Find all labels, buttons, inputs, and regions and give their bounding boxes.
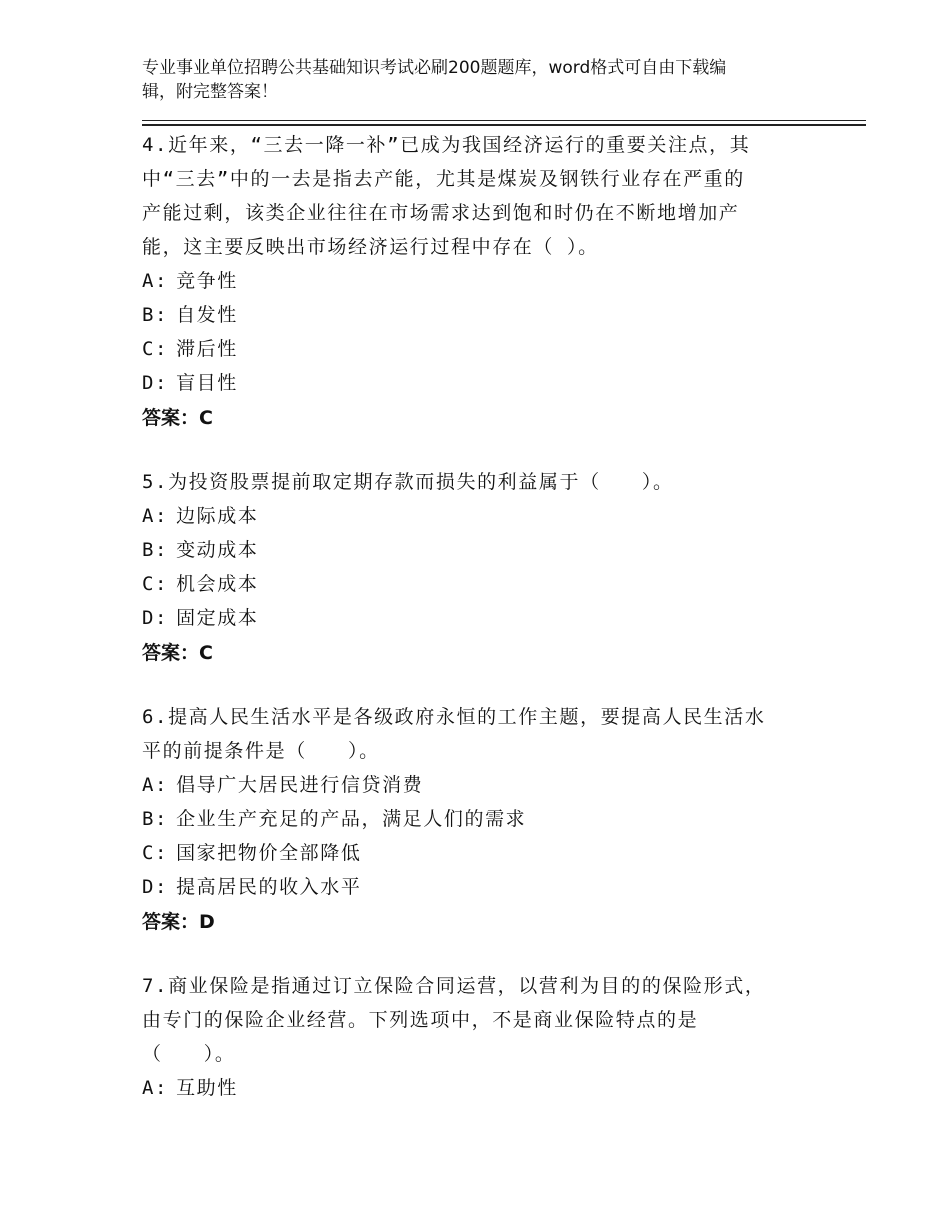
option-text: 自发性 [176,304,238,326]
option-text: 竞争性 [176,270,238,292]
question-stem-line: （ ）。 [142,1043,236,1065]
question-4 [142,128,802,436]
option-c [142,332,802,366]
option-d [142,870,802,904]
question-stem-line: 平的前提条件是（ ）。 [142,740,380,762]
option-key: B: [142,808,169,830]
option-d [142,601,802,635]
question-stem-line: 7.商业保险是指通过订立保险合同运营，以营利为目的的保险形式， [142,975,766,997]
header-rule-thin [142,120,866,121]
answer-line: 答案：C [142,407,213,429]
option-b [142,298,802,332]
option-c [142,836,802,870]
option-text: 企业生产充足的产品，满足人们的需求 [176,808,527,830]
option-key: C: [142,573,169,595]
option-key: A: [142,1077,169,1099]
option-text: 变动成本 [176,539,259,561]
option-key: C: [142,338,169,360]
option-text: 边际成本 [176,505,259,527]
option-text: 滞后性 [176,338,238,360]
option-text: 机会成本 [176,573,259,595]
question-stem-line: 产能过剩，该类企业往往在市场需求达到饱和时仍在不断地增加产 [142,202,740,224]
option-key: A: [142,505,169,527]
question-stem-line: 能，这主要反映出市场经济运行过程中存在（ ）。 [142,236,599,258]
option-a [142,1071,802,1105]
option-key: A: [142,270,169,292]
option-a [142,264,802,298]
option-text: 互助性 [176,1077,238,1099]
option-text: 国家把物价全部降低 [176,842,362,864]
option-d [142,366,802,400]
question-stem-line: 4.近年来，“三去一降一补”已成为我国经济运行的重要关注点，其 [142,134,751,156]
option-c [142,567,802,601]
question-list [142,128,802,1134]
option-b [142,802,802,836]
question-stem-line: 由专门的保险企业经营。下列选项中，不是商业保险特点的是 [142,1009,699,1031]
option-a [142,499,802,533]
option-key: D: [142,607,169,629]
option-key: D: [142,876,169,898]
option-key: B: [142,304,169,326]
page-header [142,56,802,104]
answer-line: 答案：D [142,911,215,933]
question-7 [142,969,802,1105]
header-rule-thick [142,124,866,126]
option-key: D: [142,372,169,394]
option-a [142,768,802,802]
option-text: 提高居民的收入水平 [176,876,362,898]
option-b [142,533,802,567]
question-stem-line: 6.提高人民生活水平是各级政府永恒的工作主题，要提高人民生活水 [142,706,766,728]
option-key: C: [142,842,169,864]
option-text: 固定成本 [176,607,259,629]
answer-line: 答案：C [142,642,213,664]
question-6 [142,700,802,940]
question-stem-line: 5.为投资股票提前取定期存款而损失的利益属于（ ）。 [142,471,674,493]
option-text: 盲目性 [176,372,238,394]
header-line-1: 专业事业单位招聘公共基础知识考试必刷200题题库，word格式可自由下载编 [142,58,727,78]
option-key: A: [142,774,169,796]
question-stem-line: 中“三去”中的一去是指去产能，尤其是煤炭及钢铁行业存在严重的 [142,168,745,190]
option-key: B: [142,539,169,561]
header-line-2: 辑，附完整答案！ [142,82,278,102]
option-text: 倡导广大居民进行信贷消费 [176,774,424,796]
question-5 [142,465,802,671]
